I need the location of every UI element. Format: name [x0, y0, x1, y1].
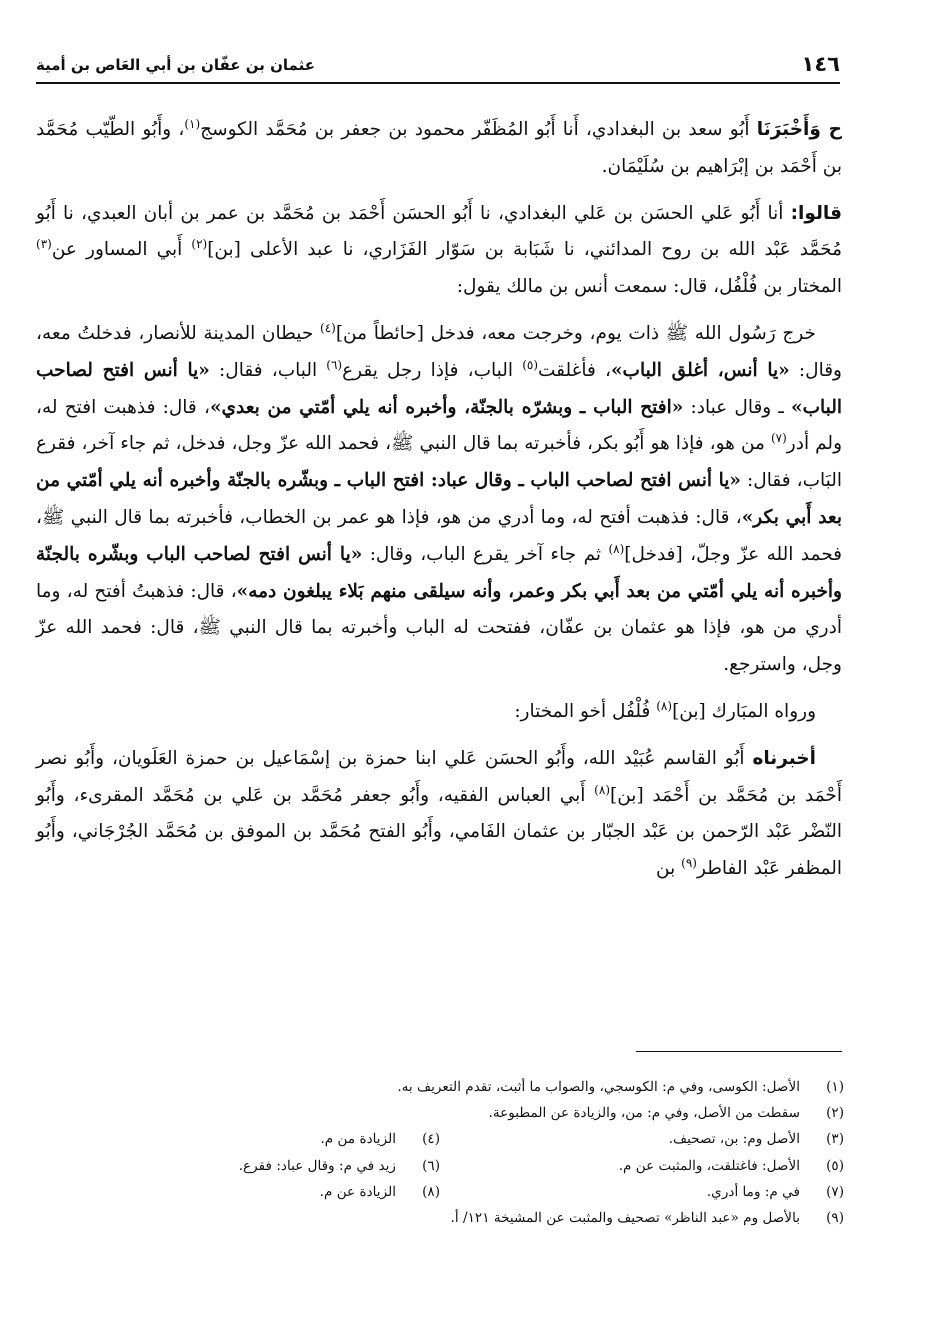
footnote-text: بالأصل وم «عبد الناظر» تصحيف والمثبت عن المشيخة ١٢١/ أ. — [450, 1210, 800, 1227]
body-text: ورواه المبَارك [بن] — [672, 700, 816, 722]
footnote-reference: (٨) — [594, 782, 610, 797]
footnote-text: الأصل: فاغتلقت، والمثبت عن م. — [618, 1157, 800, 1174]
footnote — [440, 1126, 844, 1152]
body-text: أنا أَبُو عَلي الحسَن بن عَلي البغدادي، نا أَبُو الحسَن أَحْمَد بن مُحَمَّد بن عمر بن أبان العبدي، نا أَبُو مُحَمَّد عَبْد الله بن روح المدائني، نا شَبَابة بن سَوّار الفَزَاري، نا عبد الأعلى [بن] — [36, 202, 843, 261]
footnote-text: الأصل وم: بن، تصحيف. — [668, 1131, 800, 1148]
footnote-reference: (٧) — [770, 431, 787, 446]
footnote — [440, 1153, 844, 1179]
body-text: ، قال: فذهبتُ أفتح له، وما أدري من هو، فإذا هو عثمان بن عفّان، ففتحت له الباب وأخبرته بما قال النبي ﷺ، قال: فحمد الله عزّ وجل، واسترجع. — [36, 580, 842, 676]
body-text: من هو، فإذا هو أَبُو بكر، فأخبرته بما قال النبي ﷺ، فحمد الله عزّ وجل، فدخل، ثم جاء آخر، فقرع البَاب، فقال: — [36, 433, 842, 492]
footnote-row — [36, 1205, 844, 1231]
page-header — [36, 50, 840, 84]
paragraph — [36, 694, 842, 731]
footnote-reference: (٣) — [36, 237, 52, 252]
footnote — [36, 1074, 844, 1100]
hadith-quote: «يا أنس، أغلق الباب» — [610, 359, 790, 381]
footnote-row — [36, 1179, 844, 1205]
body-text: المختار بن فُلْفُل، قال: سمعت أنس بن مالك يقول: — [456, 276, 842, 298]
footnote-number: (٨) — [422, 1183, 440, 1200]
body-text: أَبي العباس الفقيه، وأَبُو جعفر مُحَمَّد بن عَلي بن مُحَمَّد المقرىء، وأَبُو النّضْر عَبْد الرّحمن بن عَبْد الجبّار بن عثمان الفَامي، وأَبُو الفتح مُحَمَّد بن الموفق بن مُحَمَّد الجُرْجَاني، وأَبُو المظفر عَبْد الفاطر — [36, 784, 842, 880]
body-text: الباب، فقال: — [209, 359, 327, 381]
footnote-text: الأصل: الكوسى، وفي م: الكوسجي، والصواب ما أثبت، تقدم التعريف به. — [397, 1079, 800, 1095]
body-text: ـ وقال عباد: — [683, 396, 792, 418]
body-text: ، قال: فذهبت افتح له، ولم أدر — [36, 396, 843, 455]
body-text: الباب، فإذا رجل يقرع — [342, 359, 523, 381]
hadith-quote: «افتح الباب ـ وبشرّه بالجنّة، وأخبره أنه يلي أمّتي من بعدي» — [209, 396, 684, 418]
running-title: عثمان بن عفّان بن أبي العَاص بن أمية — [36, 56, 315, 74]
footnote — [36, 1205, 844, 1231]
page-number: ١٤٦ — [801, 52, 840, 76]
paragraph — [36, 316, 842, 684]
footnote-row — [36, 1074, 844, 1100]
footnote-reference: (٦) — [326, 357, 343, 372]
footnote — [440, 1179, 844, 1205]
hadith-quote: «يا أنس افتح لصاحب الباب ـ وقال عباد: افتح الباب ـ وبشّره بالجنّة وأخبره أنه يلي أمّتي من بعد أَبي بكر» — [36, 470, 842, 528]
body-text: ، وأَبُو الطّيّب مُحَمَّد بن أَحْمَد بن إبْرَاهيم بن سُلَيْمَان. — [36, 119, 842, 177]
footnote-text: سقطت من الأصل، وفي م: من، والزيادة عن المطبوعة. — [488, 1105, 800, 1122]
footnote-row — [36, 1100, 844, 1126]
footnote-text: في م: وما أدري. — [706, 1183, 800, 1200]
body-text: بن — [656, 858, 682, 880]
body-text: فُلْفُل أخو المختار: — [514, 700, 657, 722]
main-text — [36, 112, 842, 898]
footnote-number: (١) — [826, 1079, 844, 1095]
hadith-quote: «يا أنس افتح لصاحب الباب» — [36, 359, 842, 418]
footnotes — [36, 1074, 844, 1231]
body-text: ، قال: فذهبت أفتح له، وما أدري من هو، فإذا هو عمر بن الخطاب، فأخبرته بما قال النبي ﷺ، فحمد الله عزّ وجلّ، [فدخل] — [36, 506, 842, 565]
footnote-number: (٦) — [422, 1157, 440, 1174]
footnote-divider — [636, 1051, 842, 1052]
footnote-number: (٧) — [826, 1183, 844, 1200]
paragraph — [36, 741, 842, 888]
footnote-reference: (٥) — [522, 357, 539, 372]
footnote-text: الزيادة من م. — [320, 1131, 396, 1148]
footnote-number: (٥) — [826, 1157, 844, 1174]
footnote-reference: (٨) — [608, 541, 625, 556]
footnote — [36, 1179, 440, 1205]
footnote-text: زيد في م: وقال عباد: فقرع. — [238, 1157, 396, 1174]
footnote-number: (٤) — [422, 1131, 440, 1148]
body-text: خرج رَسُول الله ﷺ ذات يوم، وخرجت معه، فدخل [حائطاً من] — [335, 322, 816, 344]
footnote-reference: (٢) — [191, 237, 208, 252]
footnote — [36, 1153, 440, 1179]
footnote — [36, 1126, 440, 1152]
footnote-reference: (٨) — [656, 698, 673, 713]
footnote-row — [36, 1153, 844, 1179]
paragraph — [36, 112, 842, 186]
footnote-text: الزيادة عن م. — [319, 1183, 396, 1200]
footnote-number: (٩) — [826, 1210, 844, 1227]
body-text: أَبُو القاسم عُبَيْد الله، وأَبُو الحسَن عَلي ابنا حمزة بن إسْمَاعيل بن حمزة العَلَويان، وأَبُو نصر أَحْمَد بن مُحَمَّد بن أَحْمَد [بن] — [36, 747, 842, 806]
footnote-row — [36, 1126, 844, 1152]
body-text: أَبي المساور عن — [51, 239, 192, 261]
body-text: ، فأغلقت — [538, 359, 611, 381]
paragraph — [36, 196, 842, 306]
footnote-number: (٣) — [826, 1131, 844, 1148]
footnote-number: (٢) — [826, 1105, 844, 1122]
body-text: حيطان المدينة للأنصار، فدخلتُ معه، وقال: — [36, 322, 842, 381]
body-text: ثم جاء آخر يقرع الباب، وقال: — [362, 543, 609, 565]
chain-lead-word: قالوا: — [790, 202, 842, 224]
footnote-reference: (٤) — [320, 320, 336, 335]
footnote-reference: (١) — [184, 116, 201, 131]
hadith-quote: «يا أنس افتح لصاحب الباب وبشّره بالجنّة وأخبره أنه يلي أمّتي من بعد أَبي بكر وعمر، وأنه سيلقى منهم بَلاء يبلغون دمه» — [36, 543, 842, 602]
chain-lead-word: أخبرناه — [752, 747, 816, 769]
body-text: أَبُو سعد بن البغدادي، أَنا أَبُو المُظَفّر محمود بن جعفر بن مُحَمَّد الكوسج — [200, 119, 757, 140]
footnote — [36, 1100, 844, 1126]
footnote-reference: (٩) — [681, 855, 697, 870]
chain-lead-word: ح وَأَخْبَرَنَا — [756, 119, 842, 140]
